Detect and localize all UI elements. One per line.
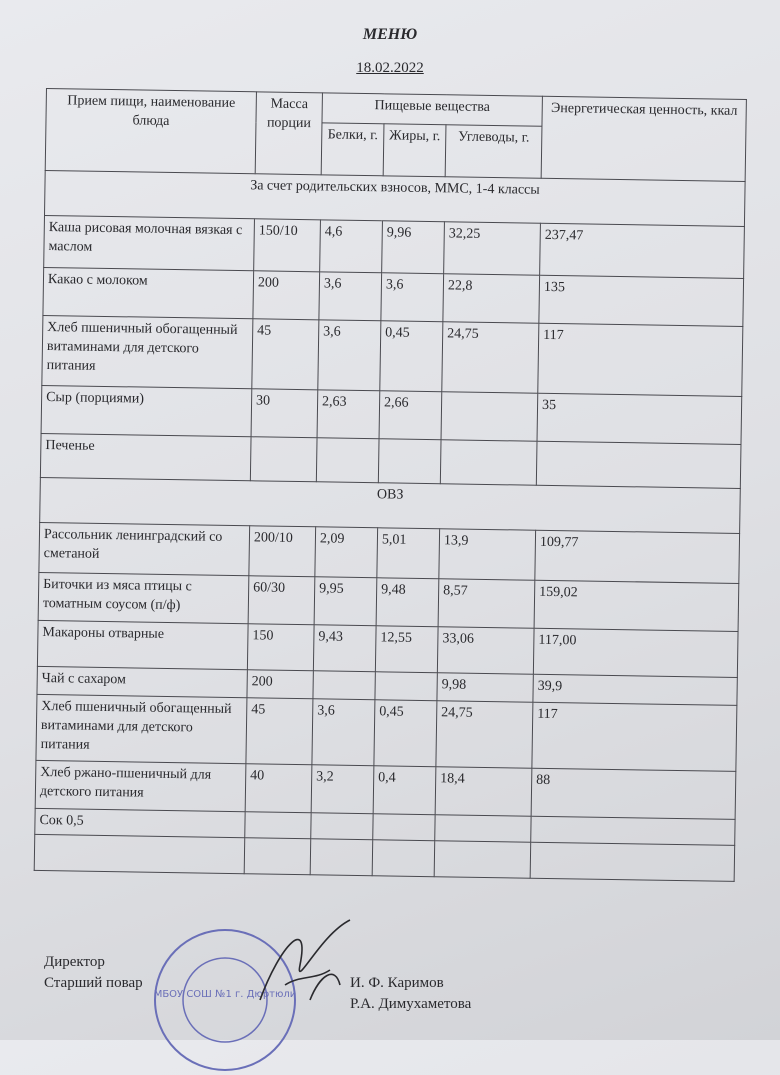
cell-carbs: 24,75	[436, 701, 533, 769]
section-title: ОВЗ	[40, 477, 741, 533]
cell-fat: 3,6	[381, 273, 444, 322]
cell-protein	[316, 438, 379, 483]
cell-dish	[34, 834, 245, 873]
cell-protein: 2,63	[317, 390, 380, 439]
signature-names	[350, 973, 471, 1015]
cell-energy	[530, 842, 735, 881]
cell-carbs: 8,57	[438, 579, 535, 629]
cell-energy: 109,77	[535, 530, 740, 583]
cell-mass: 45	[246, 698, 313, 765]
cell-protein	[311, 813, 373, 840]
cell-dish: Сок 0,5	[35, 808, 245, 837]
cell-fat: 5,01	[377, 528, 440, 579]
cell-dish: Макароны отварные	[37, 620, 248, 669]
director-label: Директор	[44, 954, 105, 970]
cell-dish: Хлеб ржано-пшеничный для детского питания	[35, 760, 246, 811]
cell-carbs: 13,9	[439, 529, 536, 581]
cell-fat: 0,4	[373, 766, 436, 815]
cell-mass: 40	[245, 764, 312, 813]
cell-carbs: 33,06	[437, 627, 534, 675]
cell-carbs: 18,4	[435, 767, 532, 817]
cell-dish: Чай с сахаром	[37, 666, 247, 697]
cell-carbs	[434, 841, 531, 879]
cell-energy	[536, 441, 741, 488]
cook-label: Старший повар	[44, 975, 143, 991]
cell-energy: 117	[538, 323, 743, 396]
cell-carbs: 32,25	[444, 222, 541, 276]
cell-energy: 35	[537, 393, 742, 444]
cell-fat: 0,45	[374, 700, 437, 767]
cook-name: Р.А. Димухаметова	[350, 996, 472, 1012]
cell-dish: Хлеб пшеничный обогащенный витаминами для детского питания	[36, 694, 247, 763]
cell-energy: 237,47	[540, 223, 745, 278]
cell-fat: 9,96	[382, 221, 445, 274]
director-name: И. Ф. Каримов	[350, 975, 444, 991]
cell-energy	[531, 816, 735, 845]
cell-mass: 45	[252, 319, 319, 390]
signature-labels	[44, 952, 143, 994]
cell-energy: 135	[539, 275, 744, 326]
cell-protein	[313, 671, 375, 700]
cell-protein: 9,43	[313, 625, 376, 672]
header-energy: Энергетическая ценность, ккал	[541, 96, 746, 181]
cell-dish: Биточки из мяса птицы с томатным соусом (п/ф)	[38, 572, 249, 623]
cell-mass: 150	[247, 624, 314, 671]
cell-dish: Какао с молоком	[43, 267, 254, 318]
cell-protein: 3,2	[311, 765, 374, 814]
cell-mass: 150/10	[254, 219, 321, 272]
cell-carbs: 9,98	[437, 673, 533, 703]
cell-mass: 200	[247, 670, 313, 699]
cell-protein: 2,09	[315, 527, 378, 578]
cell-carbs	[441, 392, 538, 442]
cell-protein	[310, 839, 373, 876]
cell-protein: 3,6	[318, 320, 381, 391]
cell-dish: Сыр (порциями)	[41, 385, 252, 436]
cell-fat	[378, 439, 441, 484]
table-row	[42, 315, 743, 396]
document-title: МЕНЮ	[362, 26, 418, 43]
cell-fat	[373, 814, 435, 841]
cell-energy: 88	[531, 768, 736, 819]
cell-carbs	[440, 440, 537, 486]
cell-fat: 9,48	[376, 578, 439, 627]
cell-mass: 200/10	[249, 526, 316, 577]
header-meal: Прием пищи, наименование блюда	[45, 89, 256, 174]
cell-fat	[372, 840, 435, 877]
cell-carbs: 22,8	[443, 274, 540, 324]
cell-protein: 9,95	[314, 577, 377, 626]
cell-mass: 200	[253, 271, 320, 320]
cell-fat: 2,66	[379, 391, 442, 440]
header-carbs: Углеводы, г.	[445, 125, 542, 179]
menu-table	[34, 88, 747, 882]
cell-protein: 3,6	[319, 272, 382, 321]
cell-energy: 159,02	[534, 580, 739, 631]
section-title: За счет родительских взносов, ММС, 1-4 классы	[44, 170, 745, 226]
cell-fat: 0,45	[380, 321, 443, 392]
cell-mass: 60/30	[248, 576, 315, 625]
cell-fat	[375, 672, 437, 701]
cell-mass	[245, 812, 311, 839]
header-fat: Жиры, г.	[383, 124, 446, 177]
header-nutrients: Пищевые вещества	[322, 93, 542, 126]
cell-protein: 4,6	[320, 220, 383, 273]
cell-mass: 30	[251, 389, 318, 438]
cell-mass	[250, 437, 317, 482]
header-protein: Белки, г.	[321, 123, 384, 176]
cell-dish: Каша рисовая молочная вязкая с маслом	[44, 215, 255, 270]
cell-carbs: 24,75	[442, 322, 539, 393]
cell-energy: 39,9	[533, 674, 737, 705]
cell-dish: Хлеб пшеничный обогащенный витаминами для детского питания	[42, 315, 253, 388]
table-row	[36, 694, 737, 771]
cell-energy: 117,00	[533, 628, 738, 677]
cell-dish: Рассольник ленинградский со сметаной	[39, 522, 250, 575]
cell-carbs	[435, 815, 531, 843]
cell-protein: 3,6	[312, 699, 375, 766]
signature-stroke	[260, 920, 350, 1000]
menu-body	[34, 170, 745, 881]
cell-fat: 12,55	[375, 626, 438, 673]
document-date: 18.02.2022	[356, 60, 424, 76]
cell-energy: 117	[532, 702, 737, 771]
cell-dish: Печенье	[40, 433, 251, 480]
stamp-text: МБОУ СОШ №1 г. Дюртюли	[153, 989, 297, 1000]
cell-mass	[244, 838, 311, 875]
header-mass: Масса порции	[255, 92, 322, 175]
